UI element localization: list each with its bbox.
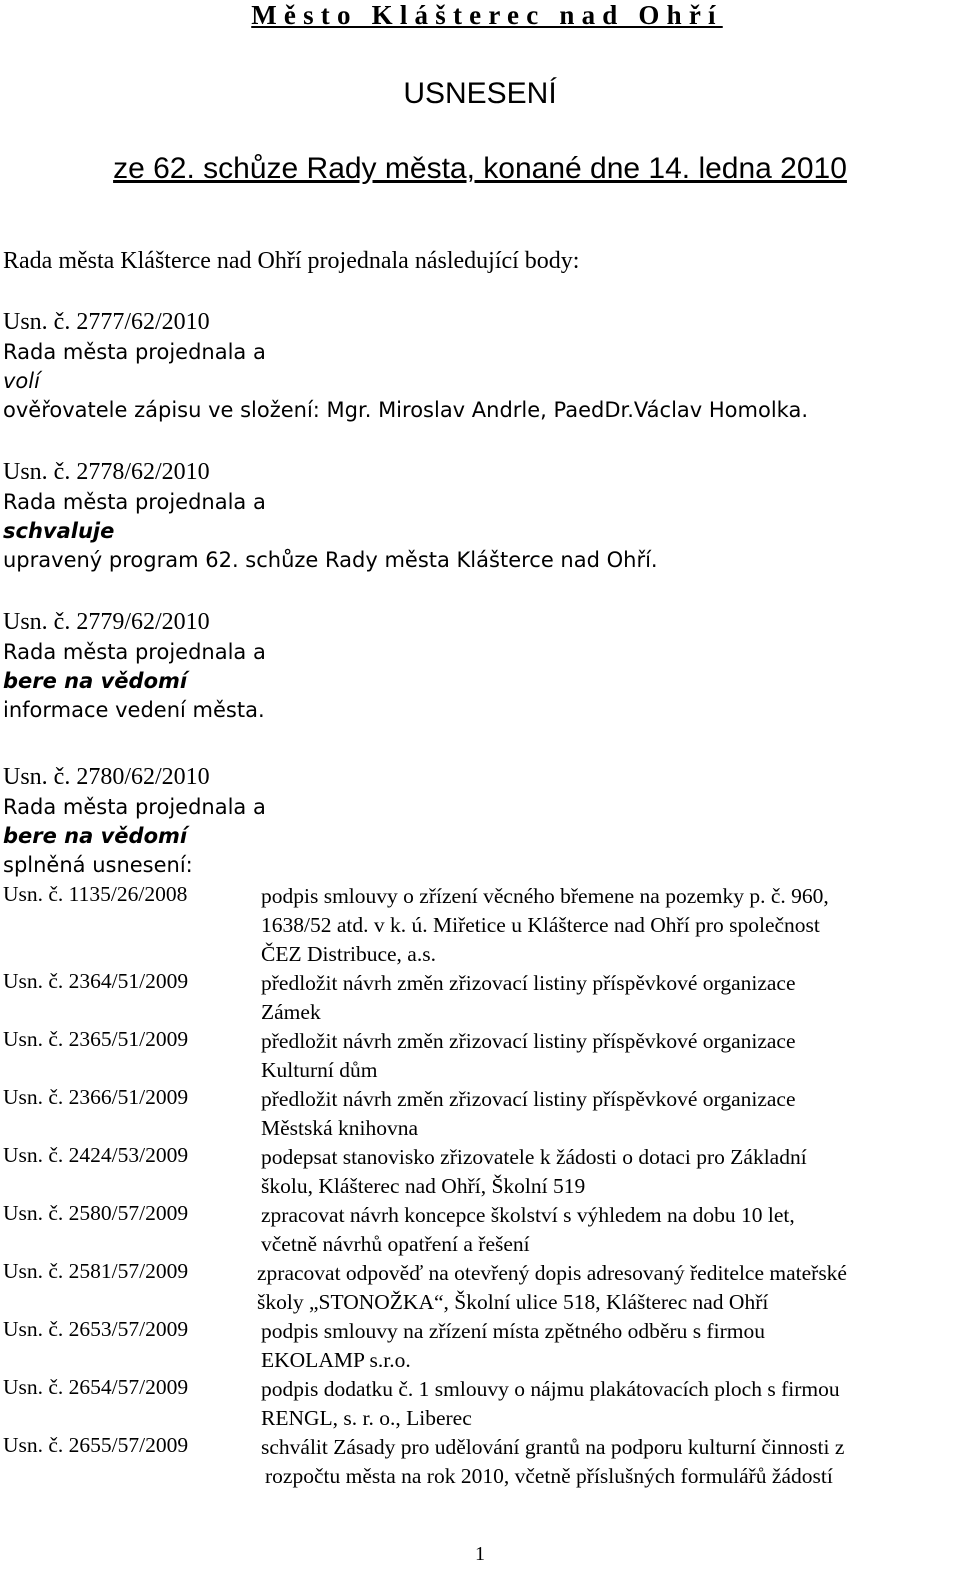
- resolution-verb: bere na vědomí: [3, 669, 188, 693]
- fulfilled-code: Usn. č. 2366/51/2009: [3, 1085, 189, 1109]
- fulfilled-description: podpis dodatku č. 1 smlouvy o nájmu plakátovacích ploch s firmou RENGL, s. r. o., Liberec: [261, 1377, 840, 1430]
- fulfilled-code: Usn. č. 2424/53/2009: [3, 1143, 189, 1167]
- resolution-number: Usn. č. 2777/62/2010: [3, 309, 210, 335]
- fulfilled-code: Usn. č. 1135/26/2008: [3, 882, 188, 906]
- fulfilled-description: podpis smlouvy na zřízení místa zpětného odběru s firmou EKOLAMP s.r.o.: [261, 1319, 765, 1372]
- document-type-heading: USNESENÍ: [403, 77, 557, 110]
- resolution-number: Usn. č. 2780/62/2010: [3, 764, 210, 790]
- fulfilled-code: Usn. č. 2364/51/2009: [3, 969, 189, 993]
- fulfilled-description: zpracovat návrh koncepce školství s výhledem na dobu 10 let, včetně návrhů opatření a řešení: [261, 1203, 795, 1256]
- resolution-verb: schvaluje: [3, 519, 115, 543]
- fulfilled-description: podpis smlouvy o zřízení věcného břemene na pozemky p. č. 960, 1638/52 atd. v k. ú. Miřetice u Klášterce nad Ohří pro společnost ČEZ Distribuce, a.s.: [261, 884, 829, 966]
- fulfilled-description: předložit návrh změn zřizovací listiny příspěvkové organizace Městská knihovna: [261, 1087, 796, 1140]
- resolution-preamble: Rada města projednala a: [3, 795, 266, 819]
- resolution-body: ověřovatele zápisu ve složení: Mgr. Miroslav Andrle, PaedDr.Václav Homolka.: [3, 398, 808, 422]
- meeting-heading: ze 62. schůze Rady města, konané dne 14. ledna 2010: [113, 152, 847, 185]
- town-title: Město Klášterec nad Ohří: [251, 0, 723, 30]
- resolution-preamble: Rada města projednala a: [3, 340, 266, 364]
- fulfilled-code: Usn. č. 2581/57/2009: [3, 1259, 189, 1283]
- resolution-preamble: Rada města projednala a: [3, 490, 266, 514]
- page-number: 1: [475, 1543, 485, 1565]
- resolution-body: splněná usnesení:: [3, 853, 193, 877]
- fulfilled-code: Usn. č. 2653/57/2009: [3, 1317, 189, 1341]
- resolution-body: informace vedení města.: [3, 698, 265, 722]
- resolution-preamble: Rada města projednala a: [3, 640, 266, 664]
- fulfilled-code: Usn. č. 2580/57/2009: [3, 1201, 189, 1225]
- fulfilled-description: podepsat stanovisko zřizovatele k žádosti o dotaci pro Základní školu, Klášterec nad Ohří, Školní 519: [261, 1145, 807, 1198]
- fulfilled-description: schválit Zásady pro udělování grantů na podporu kulturní činnosti z rozpočtu města na rok 2010, včetně příslušných formulářů žádostí: [261, 1435, 845, 1488]
- resolution-body: upravený program 62. schůze Rady města Klášterce nad Ohří.: [3, 548, 658, 572]
- resolution-verb: volí: [3, 369, 40, 393]
- fulfilled-description: předložit návrh změn zřizovací listiny příspěvkové organizace Zámek: [261, 971, 796, 1024]
- fulfilled-description: zpracovat odpověď na otevřený dopis adresovaný ředitelce mateřské školy „STONOŽKA“, Školní ulice 518, Klášterec nad Ohří: [257, 1261, 847, 1314]
- resolution-number: Usn. č. 2779/62/2010: [3, 609, 210, 635]
- resolution-verb: bere na vědomí: [3, 824, 188, 848]
- fulfilled-description: předložit návrh změn zřizovací listiny příspěvkové organizace Kulturní dům: [261, 1029, 796, 1082]
- intro-text: Rada města Klášterce nad Ohří projednala následující body:: [3, 248, 580, 274]
- fulfilled-code: Usn. č. 2365/51/2009: [3, 1027, 189, 1051]
- fulfilled-code: Usn. č. 2655/57/2009: [3, 1433, 189, 1457]
- fulfilled-code: Usn. č. 2654/57/2009: [3, 1375, 189, 1399]
- resolution-number: Usn. č. 2778/62/2010: [3, 459, 210, 485]
